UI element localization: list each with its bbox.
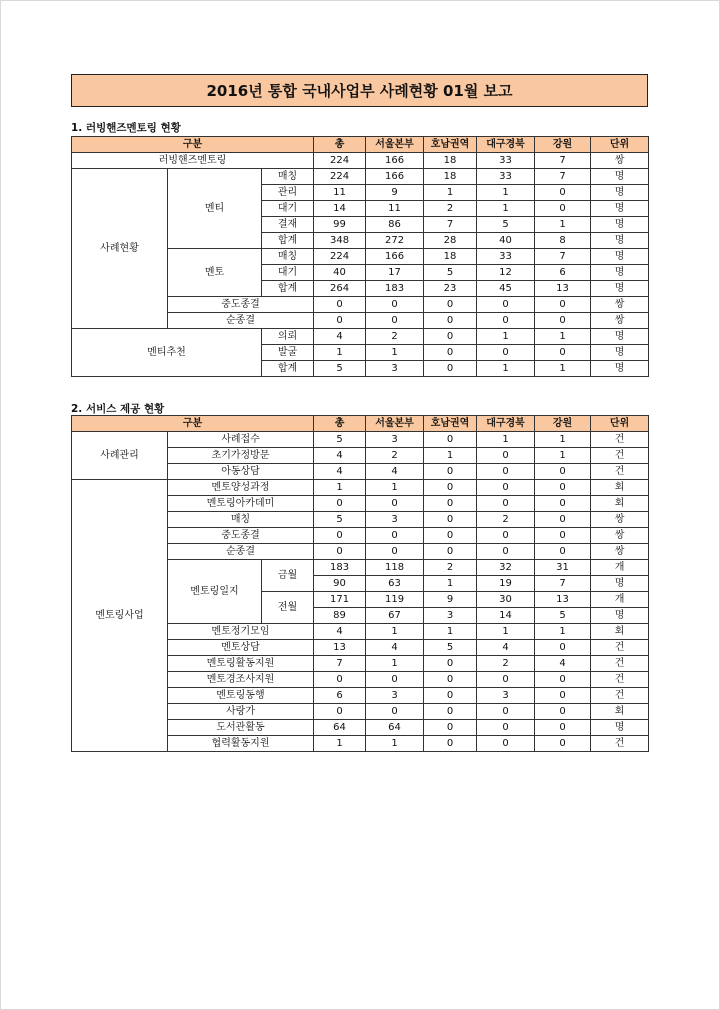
unit-cell: 쌍	[591, 313, 649, 329]
header-cell: 총	[314, 416, 366, 432]
value-cell: 8	[535, 233, 591, 249]
unit-cell: 쌍	[591, 544, 649, 560]
value-cell: 1	[314, 345, 366, 361]
value-cell: 0	[535, 201, 591, 217]
value-cell: 0	[424, 329, 477, 345]
value-cell: 0	[314, 672, 366, 688]
value-cell: 0	[535, 528, 591, 544]
value-cell: 5	[424, 265, 477, 281]
value-cell: 7	[535, 576, 591, 592]
value-cell: 0	[477, 672, 535, 688]
value-cell: 0	[535, 640, 591, 656]
value-cell: 119	[366, 592, 424, 608]
value-cell: 0	[424, 736, 477, 752]
unit-cell: 명	[591, 576, 649, 592]
value-cell: 0	[477, 496, 535, 512]
value-cell: 0	[477, 297, 535, 313]
value-cell: 12	[477, 265, 535, 281]
report-title: 2016년 통합 국내사업부 사례현황 01월 보고	[71, 74, 648, 107]
unit-cell: 회	[591, 480, 649, 496]
row-label: 러빙핸즈멘토링	[72, 153, 314, 169]
value-cell: 1	[535, 448, 591, 464]
value-cell: 118	[366, 560, 424, 576]
value-cell: 5	[477, 217, 535, 233]
value-cell: 30	[477, 592, 535, 608]
value-cell: 32	[477, 560, 535, 576]
group-label: 사례관리	[72, 432, 168, 480]
header-cell: 서울본부	[366, 137, 424, 153]
value-cell: 2	[424, 201, 477, 217]
value-cell: 0	[535, 496, 591, 512]
unit-cell: 명	[591, 361, 649, 377]
value-cell: 3	[424, 608, 477, 624]
value-cell: 0	[366, 313, 424, 329]
row-label: 결재	[262, 217, 314, 233]
row-label: 아동상담	[168, 464, 314, 480]
value-cell: 1	[424, 185, 477, 201]
value-cell: 64	[314, 720, 366, 736]
service-provision-table	[71, 415, 649, 752]
value-cell: 0	[424, 656, 477, 672]
unit-cell: 명	[591, 329, 649, 345]
row-label: 중도종결	[168, 528, 314, 544]
value-cell: 0	[314, 544, 366, 560]
value-cell: 0	[314, 704, 366, 720]
section2-heading: 2. 서비스 제공 현황	[71, 403, 165, 415]
value-cell: 0	[424, 480, 477, 496]
unit-cell: 명	[591, 201, 649, 217]
value-cell: 9	[424, 592, 477, 608]
unit-cell: 건	[591, 640, 649, 656]
value-cell: 7	[314, 656, 366, 672]
value-cell: 4	[366, 464, 424, 480]
unit-cell: 명	[591, 608, 649, 624]
value-cell: 5	[535, 608, 591, 624]
value-cell: 0	[535, 736, 591, 752]
value-cell: 0	[535, 345, 591, 361]
value-cell: 224	[314, 153, 366, 169]
value-cell: 183	[366, 281, 424, 297]
value-cell: 1	[535, 361, 591, 377]
header-cell: 대구경북	[477, 416, 535, 432]
unit-cell: 쌍	[591, 153, 649, 169]
unit-cell: 회	[591, 496, 649, 512]
value-cell: 0	[535, 720, 591, 736]
value-cell: 4	[535, 656, 591, 672]
unit-cell: 쌍	[591, 512, 649, 528]
row-label: 순종결	[168, 313, 314, 329]
value-cell: 13	[314, 640, 366, 656]
value-cell: 0	[424, 361, 477, 377]
value-cell: 0	[477, 704, 535, 720]
section1-heading: 1. 러빙핸즈멘토링 현황	[71, 122, 181, 134]
value-cell: 0	[477, 720, 535, 736]
value-cell: 67	[366, 608, 424, 624]
header-cell: 강원	[535, 416, 591, 432]
value-cell: 0	[424, 512, 477, 528]
value-cell: 19	[477, 576, 535, 592]
value-cell: 0	[535, 297, 591, 313]
value-cell: 1	[477, 624, 535, 640]
row-label: 협력활동지원	[168, 736, 314, 752]
value-cell: 1	[366, 624, 424, 640]
header-cell: 호남권역	[424, 416, 477, 432]
value-cell: 3	[477, 688, 535, 704]
value-cell: 0	[314, 528, 366, 544]
value-cell: 0	[424, 528, 477, 544]
value-cell: 1	[424, 624, 477, 640]
value-cell: 14	[477, 608, 535, 624]
unit-cell: 명	[591, 281, 649, 297]
value-cell: 0	[477, 345, 535, 361]
value-cell: 31	[535, 560, 591, 576]
value-cell: 0	[477, 313, 535, 329]
value-cell: 0	[314, 496, 366, 512]
value-cell: 2	[366, 448, 424, 464]
value-cell: 1	[477, 329, 535, 345]
unit-cell: 건	[591, 736, 649, 752]
period-label: 전월	[262, 592, 314, 624]
value-cell: 1	[535, 432, 591, 448]
value-cell: 0	[535, 313, 591, 329]
header-cell: 단위	[591, 137, 649, 153]
value-cell: 0	[424, 496, 477, 512]
unit-cell: 건	[591, 432, 649, 448]
value-cell: 166	[366, 249, 424, 265]
loving-hands-mentoring-table	[71, 136, 649, 377]
row-label: 관리	[262, 185, 314, 201]
unit-cell: 회	[591, 704, 649, 720]
unit-cell: 개	[591, 592, 649, 608]
unit-cell: 명	[591, 233, 649, 249]
row-label: 멘토링아카데미	[168, 496, 314, 512]
value-cell: 166	[366, 153, 424, 169]
row-label: 매칭	[262, 249, 314, 265]
value-cell: 4	[314, 329, 366, 345]
value-cell: 2	[477, 512, 535, 528]
group-label: 사례현황	[72, 169, 168, 329]
unit-cell: 명	[591, 265, 649, 281]
unit-cell: 명	[591, 720, 649, 736]
value-cell: 0	[314, 313, 366, 329]
value-cell: 0	[424, 297, 477, 313]
value-cell: 0	[424, 688, 477, 704]
value-cell: 1	[535, 217, 591, 233]
value-cell: 23	[424, 281, 477, 297]
value-cell: 2	[477, 656, 535, 672]
group-label: 멘티추천	[72, 329, 262, 377]
row-label: 합계	[262, 233, 314, 249]
value-cell: 1	[366, 345, 424, 361]
period-label: 금월	[262, 560, 314, 592]
value-cell: 0	[535, 512, 591, 528]
value-cell: 0	[424, 672, 477, 688]
value-cell: 1	[424, 576, 477, 592]
value-cell: 0	[366, 528, 424, 544]
value-cell: 45	[477, 281, 535, 297]
unit-cell: 명	[591, 249, 649, 265]
value-cell: 4	[366, 640, 424, 656]
value-cell: 7	[535, 249, 591, 265]
value-cell: 1	[535, 329, 591, 345]
value-cell: 6	[535, 265, 591, 281]
value-cell: 33	[477, 249, 535, 265]
subgroup-label: 멘토링일지	[168, 560, 262, 624]
value-cell: 17	[366, 265, 424, 281]
value-cell: 14	[314, 201, 366, 217]
value-cell: 348	[314, 233, 366, 249]
table-row	[72, 169, 649, 185]
value-cell: 0	[535, 704, 591, 720]
value-cell: 1	[366, 656, 424, 672]
row-label: 사례접수	[168, 432, 314, 448]
row-label: 멘토링동행	[168, 688, 314, 704]
value-cell: 4	[314, 464, 366, 480]
value-cell: 0	[424, 720, 477, 736]
value-cell: 0	[424, 313, 477, 329]
value-cell: 33	[477, 169, 535, 185]
table-row	[72, 329, 649, 345]
value-cell: 0	[477, 528, 535, 544]
value-cell: 0	[366, 704, 424, 720]
value-cell: 7	[535, 169, 591, 185]
unit-cell: 건	[591, 656, 649, 672]
unit-cell: 명	[591, 169, 649, 185]
value-cell: 40	[314, 265, 366, 281]
value-cell: 7	[535, 153, 591, 169]
value-cell: 0	[535, 185, 591, 201]
row-label: 매칭	[168, 512, 314, 528]
value-cell: 0	[477, 544, 535, 560]
row-label: 대기	[262, 265, 314, 281]
value-cell: 1	[535, 624, 591, 640]
value-cell: 1	[424, 448, 477, 464]
value-cell: 1	[366, 480, 424, 496]
value-cell: 264	[314, 281, 366, 297]
value-cell: 40	[477, 233, 535, 249]
value-cell: 63	[366, 576, 424, 592]
unit-cell: 건	[591, 672, 649, 688]
header-row	[72, 137, 649, 153]
value-cell: 2	[366, 329, 424, 345]
subgroup-label: 멘티	[168, 169, 262, 249]
value-cell: 0	[535, 544, 591, 560]
unit-cell: 명	[591, 345, 649, 361]
value-cell: 166	[366, 169, 424, 185]
value-cell: 1	[314, 480, 366, 496]
unit-cell: 건	[591, 464, 649, 480]
value-cell: 13	[535, 281, 591, 297]
header-cell: 강원	[535, 137, 591, 153]
value-cell: 0	[535, 688, 591, 704]
value-cell: 64	[366, 720, 424, 736]
value-cell: 3	[366, 512, 424, 528]
value-cell: 1	[314, 736, 366, 752]
table-row	[72, 153, 649, 169]
value-cell: 11	[366, 201, 424, 217]
header-cell: 호남권역	[424, 137, 477, 153]
row-label: 순종결	[168, 544, 314, 560]
unit-cell: 개	[591, 560, 649, 576]
row-label: 중도종결	[168, 297, 314, 313]
unit-cell: 쌍	[591, 528, 649, 544]
row-label: 의뢰	[262, 329, 314, 345]
header-row	[72, 416, 649, 432]
value-cell: 0	[477, 464, 535, 480]
row-label: 합계	[262, 361, 314, 377]
row-label: 멘토상담	[168, 640, 314, 656]
value-cell: 171	[314, 592, 366, 608]
unit-cell: 명	[591, 217, 649, 233]
value-cell: 0	[314, 297, 366, 313]
row-label: 멘토양성과정	[168, 480, 314, 496]
value-cell: 18	[424, 153, 477, 169]
value-cell: 183	[314, 560, 366, 576]
value-cell: 0	[424, 544, 477, 560]
value-cell: 3	[366, 432, 424, 448]
table-row	[72, 480, 649, 496]
value-cell: 86	[366, 217, 424, 233]
value-cell: 33	[477, 153, 535, 169]
group-label: 멘토링사업	[72, 480, 168, 752]
value-cell: 11	[314, 185, 366, 201]
header-cell: 서울본부	[366, 416, 424, 432]
value-cell: 3	[366, 688, 424, 704]
row-label: 매칭	[262, 169, 314, 185]
value-cell: 224	[314, 169, 366, 185]
header-cell: 단위	[591, 416, 649, 432]
subgroup-label: 멘토	[168, 249, 262, 297]
value-cell: 0	[477, 480, 535, 496]
value-cell: 0	[366, 544, 424, 560]
value-cell: 4	[314, 624, 366, 640]
value-cell: 0	[535, 464, 591, 480]
unit-cell: 회	[591, 624, 649, 640]
header-category: 구분	[72, 137, 314, 153]
value-cell: 2	[424, 560, 477, 576]
value-cell: 5	[424, 640, 477, 656]
row-label: 멘토링활동지원	[168, 656, 314, 672]
unit-cell: 건	[591, 448, 649, 464]
value-cell: 5	[314, 512, 366, 528]
row-label: 초기가정방문	[168, 448, 314, 464]
value-cell: 0	[424, 345, 477, 361]
value-cell: 1	[477, 432, 535, 448]
value-cell: 0	[535, 480, 591, 496]
table-row	[72, 432, 649, 448]
header-cell: 대구경북	[477, 137, 535, 153]
value-cell: 3	[366, 361, 424, 377]
value-cell: 0	[424, 704, 477, 720]
value-cell: 4	[477, 640, 535, 656]
value-cell: 18	[424, 169, 477, 185]
value-cell: 28	[424, 233, 477, 249]
value-cell: 0	[424, 432, 477, 448]
value-cell: 5	[314, 361, 366, 377]
row-label: 멘토정기모임	[168, 624, 314, 640]
row-label: 발굴	[262, 345, 314, 361]
row-label: 합계	[262, 281, 314, 297]
header-cell: 총	[314, 137, 366, 153]
value-cell: 7	[424, 217, 477, 233]
unit-cell: 명	[591, 185, 649, 201]
value-cell: 1	[366, 736, 424, 752]
row-label: 도서관활동	[168, 720, 314, 736]
row-label: 사랑가	[168, 704, 314, 720]
value-cell: 0	[535, 672, 591, 688]
value-cell: 5	[314, 432, 366, 448]
value-cell: 0	[477, 448, 535, 464]
value-cell: 272	[366, 233, 424, 249]
value-cell: 90	[314, 576, 366, 592]
row-label: 대기	[262, 201, 314, 217]
value-cell: 6	[314, 688, 366, 704]
value-cell: 13	[535, 592, 591, 608]
value-cell: 0	[477, 736, 535, 752]
value-cell: 4	[314, 448, 366, 464]
row-label: 멘토경조사지원	[168, 672, 314, 688]
value-cell: 99	[314, 217, 366, 233]
value-cell: 0	[366, 297, 424, 313]
value-cell: 18	[424, 249, 477, 265]
value-cell: 89	[314, 608, 366, 624]
value-cell: 1	[477, 201, 535, 217]
value-cell: 1	[477, 185, 535, 201]
unit-cell: 쌍	[591, 297, 649, 313]
value-cell: 224	[314, 249, 366, 265]
unit-cell: 건	[591, 688, 649, 704]
value-cell: 0	[424, 464, 477, 480]
value-cell: 0	[366, 672, 424, 688]
value-cell: 0	[366, 496, 424, 512]
value-cell: 9	[366, 185, 424, 201]
header-category: 구분	[72, 416, 314, 432]
value-cell: 1	[477, 361, 535, 377]
